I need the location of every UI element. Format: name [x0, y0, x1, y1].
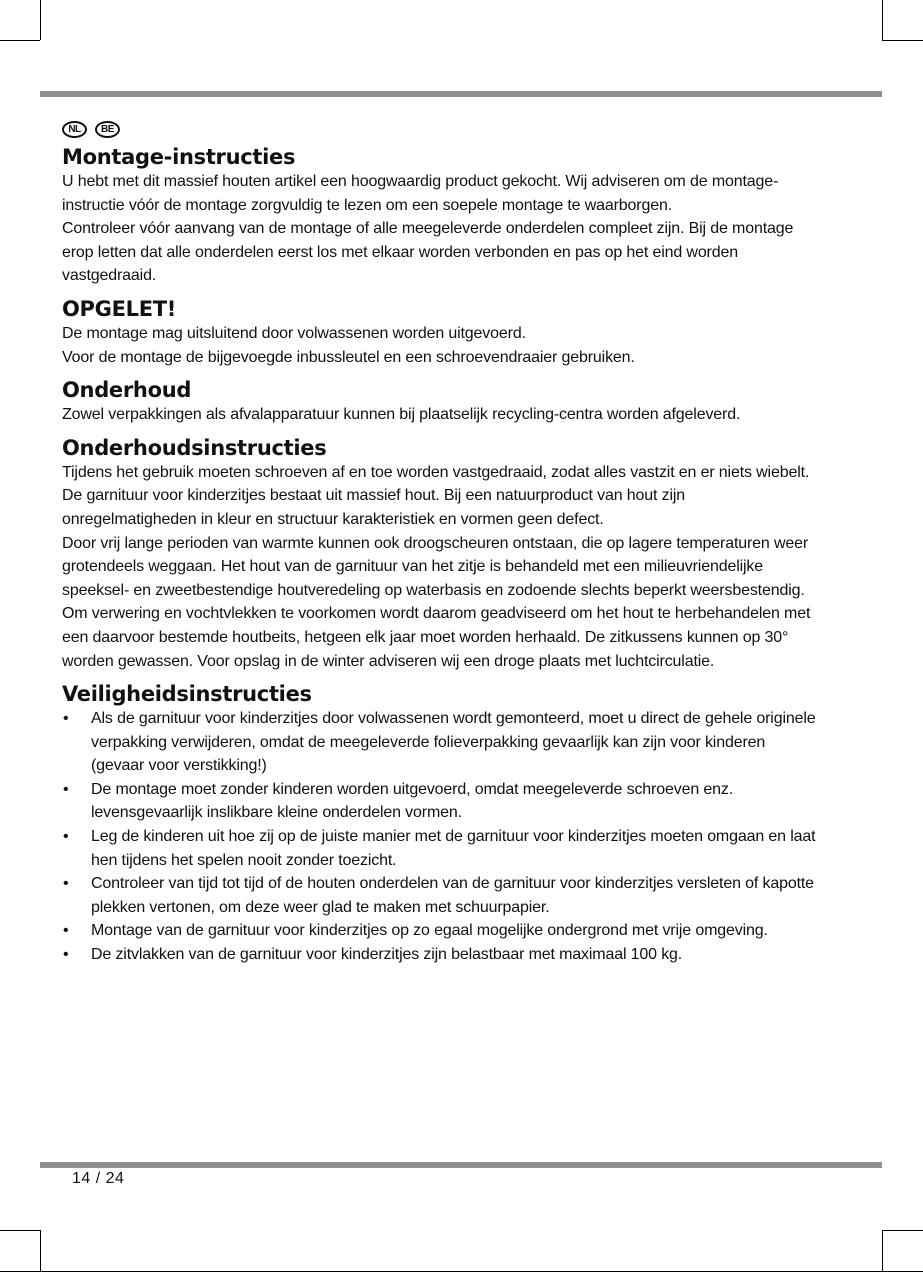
section-heading: Veiligheidsinstructies [62, 682, 312, 707]
crop-mark-bottom-right-horizontal [882, 1230, 923, 1231]
section-opgelet [62, 296, 822, 369]
section-heading: Onderhoud [62, 378, 192, 403]
crop-mark-bottom-right-vertical [882, 1230, 883, 1272]
page-number: 14 / 24 [72, 1170, 125, 1187]
bullet-icon: • [63, 946, 69, 964]
list-item [62, 707, 822, 778]
list-item [62, 919, 822, 943]
list-item-text: Montage van de garnituur voor kinderzitjes op zo egaal mogelijke ondergrond met vrije omgeving. [91, 922, 768, 940]
paragraph: Tijdens het gebruik moeten schroeven af en toe worden vastgedraaid, zodat alles vastzit en er niets wiebelt. De garnituur voor kinderzitjes bestaat uit massief hout. Bij een natuurproduct van hout zijn onregelmatigheden in kleur en structuur karakteristiek en vormen geen defect. [62, 463, 810, 528]
paragraph: De montage mag uitsluitend door volwassenen worden uitgevoerd. [62, 324, 526, 342]
section-onderhoudsinstructies [62, 435, 822, 673]
crop-mark-top-left-vertical [40, 0, 41, 40]
bullet-icon: • [63, 875, 69, 893]
paragraph: U hebt met dit massief houten artikel een hoogwaardig product gekocht. Wij adviseren om de montage-instructie vóór de montage zorgvuldig te lezen om een soepele montage te waarborgen. [62, 173, 779, 214]
list-item [62, 825, 822, 872]
section-heading: Onderhoudsinstructies [62, 435, 327, 460]
section-montage-instructies [62, 144, 822, 288]
paragraph: Zowel verpakkingen als afvalapparatuur kunnen bij plaatselijk recycling-centra worden afgeleverd. [62, 406, 741, 424]
list-item [62, 778, 822, 825]
crop-mark-top-right-vertical [882, 0, 883, 40]
bullet-icon: • [63, 710, 69, 728]
crop-mark-top-right-horizontal [882, 40, 923, 41]
list-item-text: Als de garnituur voor kinderzitjes door volwassenen wordt gemonteerd, moet u direct de gehele originele verpakking verwijderen, omdat de meegeleverde folieverpakking gevaarlijk kan zijn voor kinderen (gevaar voor verstikking!) [91, 710, 816, 775]
list-item [62, 943, 822, 967]
bullet-icon: • [63, 780, 69, 798]
paragraph: Voor de montage de bijgevoegde inbussleutel en een schroevendraaier gebruiken. [62, 348, 635, 366]
list-item-text: Leg de kinderen uit hoe zij op de juiste manier met de garnituur voor kinderzitjes moeten omgaan en laat hen tijdens het spelen nooit zonder toezicht. [91, 828, 816, 869]
header-rule [40, 91, 882, 97]
page-content [62, 118, 822, 967]
paragraph: Door vrij lange perioden van warmte kunnen ook droogscheuren ontstaan, die op lagere temperaturen weer grotendeels weggaan. Het hout van de garnituur van het zitje is behandeld met een milieuvriendelijke speeksel- en zweetbestendige houtveredeling op waterbasis en zodoende slechts beperkt weersbestendig. Om verwering en vochtvlekken te voorkomen wordt daarom geadviseerd om het hout te herbehandelen met een daarvoor bestemde houtbeits, hetgeen elk jaar moet worden herhaald. De zitkussens kunnen op 30° worden gewassen. Voor opslag in de winter adviseren wij een droge plaats met luchtcirculatie. [62, 534, 811, 670]
section-veiligheidsinstructies [62, 681, 822, 967]
language-badge-nl: NL [62, 121, 87, 138]
crop-mark-top-left-horizontal [0, 40, 40, 41]
section-heading: OPGELET! [62, 296, 177, 321]
list-item-text: De zitvlakken van de garnituur voor kinderzitjes zijn belastbaar met maximaal 100 kg. [91, 946, 683, 964]
crop-mark-bottom-left-vertical [40, 1230, 41, 1272]
paragraph: Controleer vóór aanvang van de montage of alle meegeleverde onderdelen compleet zijn. Bij de montage erop letten dat alle onderdelen eerst los met elkaar worden verbonden en pas op het eind worden vastgedraaid. [62, 220, 794, 285]
language-badges [62, 118, 822, 140]
list-item [62, 872, 822, 919]
section-heading: Montage-instructies [62, 145, 296, 169]
list-item-text: De montage moet zonder kinderen worden uitgevoerd, omdat meegeleverde schroeven enz. levensgevaarlijk inslikbare kleine onderdelen vormen. [91, 780, 734, 822]
footer-rule [40, 1162, 882, 1168]
list-item-text: Controleer van tijd tot tijd of de houten onderdelen van de garnituur voor kinderzitjes versleten of kapotte plekken vertonen, om deze weer glad te maken met schuurpapier. [91, 875, 814, 916]
language-badge-be: BE [95, 121, 120, 138]
bullet-icon: • [63, 828, 69, 846]
bullet-icon: • [63, 922, 69, 940]
section-onderhoud [62, 377, 822, 427]
safety-bullet-list [62, 707, 822, 967]
crop-mark-bottom-left-horizontal [0, 1230, 40, 1231]
